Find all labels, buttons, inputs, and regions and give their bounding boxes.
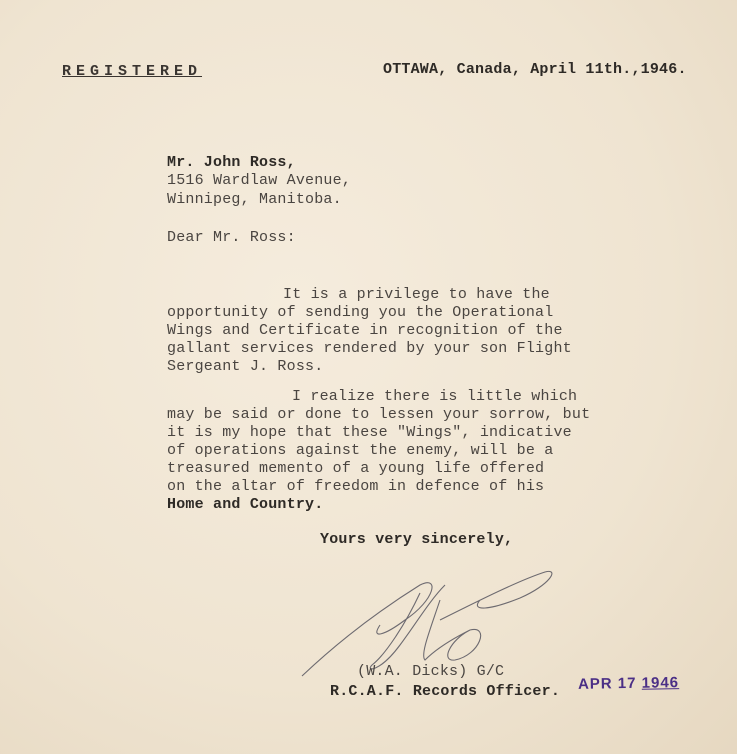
text-line: Wings and Certificate in recognition of the: [167, 322, 563, 339]
address-line: Mr. John Ross,: [167, 154, 296, 171]
text-line: opportunity of sending you the Operational: [167, 304, 554, 321]
text-line: Sergeant J. Ross.: [167, 358, 324, 375]
text-line: Home and Country.: [167, 496, 324, 513]
stamp-date: APR 17: [577, 674, 637, 693]
text-line: of operations against the enemy, will be a: [167, 442, 554, 459]
text-line: gallant services rendered by your son Flight: [167, 340, 572, 357]
salutation: Dear Mr. Ross:: [167, 229, 296, 246]
text-line: I realize there is little which: [292, 388, 578, 405]
text-line: It is a privilege to have the: [283, 286, 550, 303]
text-line: it is my hope that these "Wings", indicative: [167, 424, 572, 441]
signatory-title: R.C.A.F. Records Officer.: [330, 683, 561, 700]
stamp-year: 1946: [641, 674, 680, 692]
text-line: treasured memento of a young life offered: [167, 460, 545, 477]
registered-label: REGISTERED: [62, 63, 203, 80]
text-line: on the altar of freedom in defence of his: [167, 478, 545, 495]
signatory-name: (W.A. Dicks) G/C: [357, 663, 505, 680]
received-date-stamp: [578, 674, 679, 693]
closing: Yours very sincerely,: [320, 531, 514, 548]
dateline: OTTAWA, Canada, April 11th.,1946.: [383, 61, 687, 78]
text-line: may be said or done to lessen your sorrow, but: [167, 406, 591, 423]
address-line: 1516 Wardlaw Avenue,: [167, 172, 352, 189]
address-line: Winnipeg, Manitoba.: [167, 191, 342, 208]
